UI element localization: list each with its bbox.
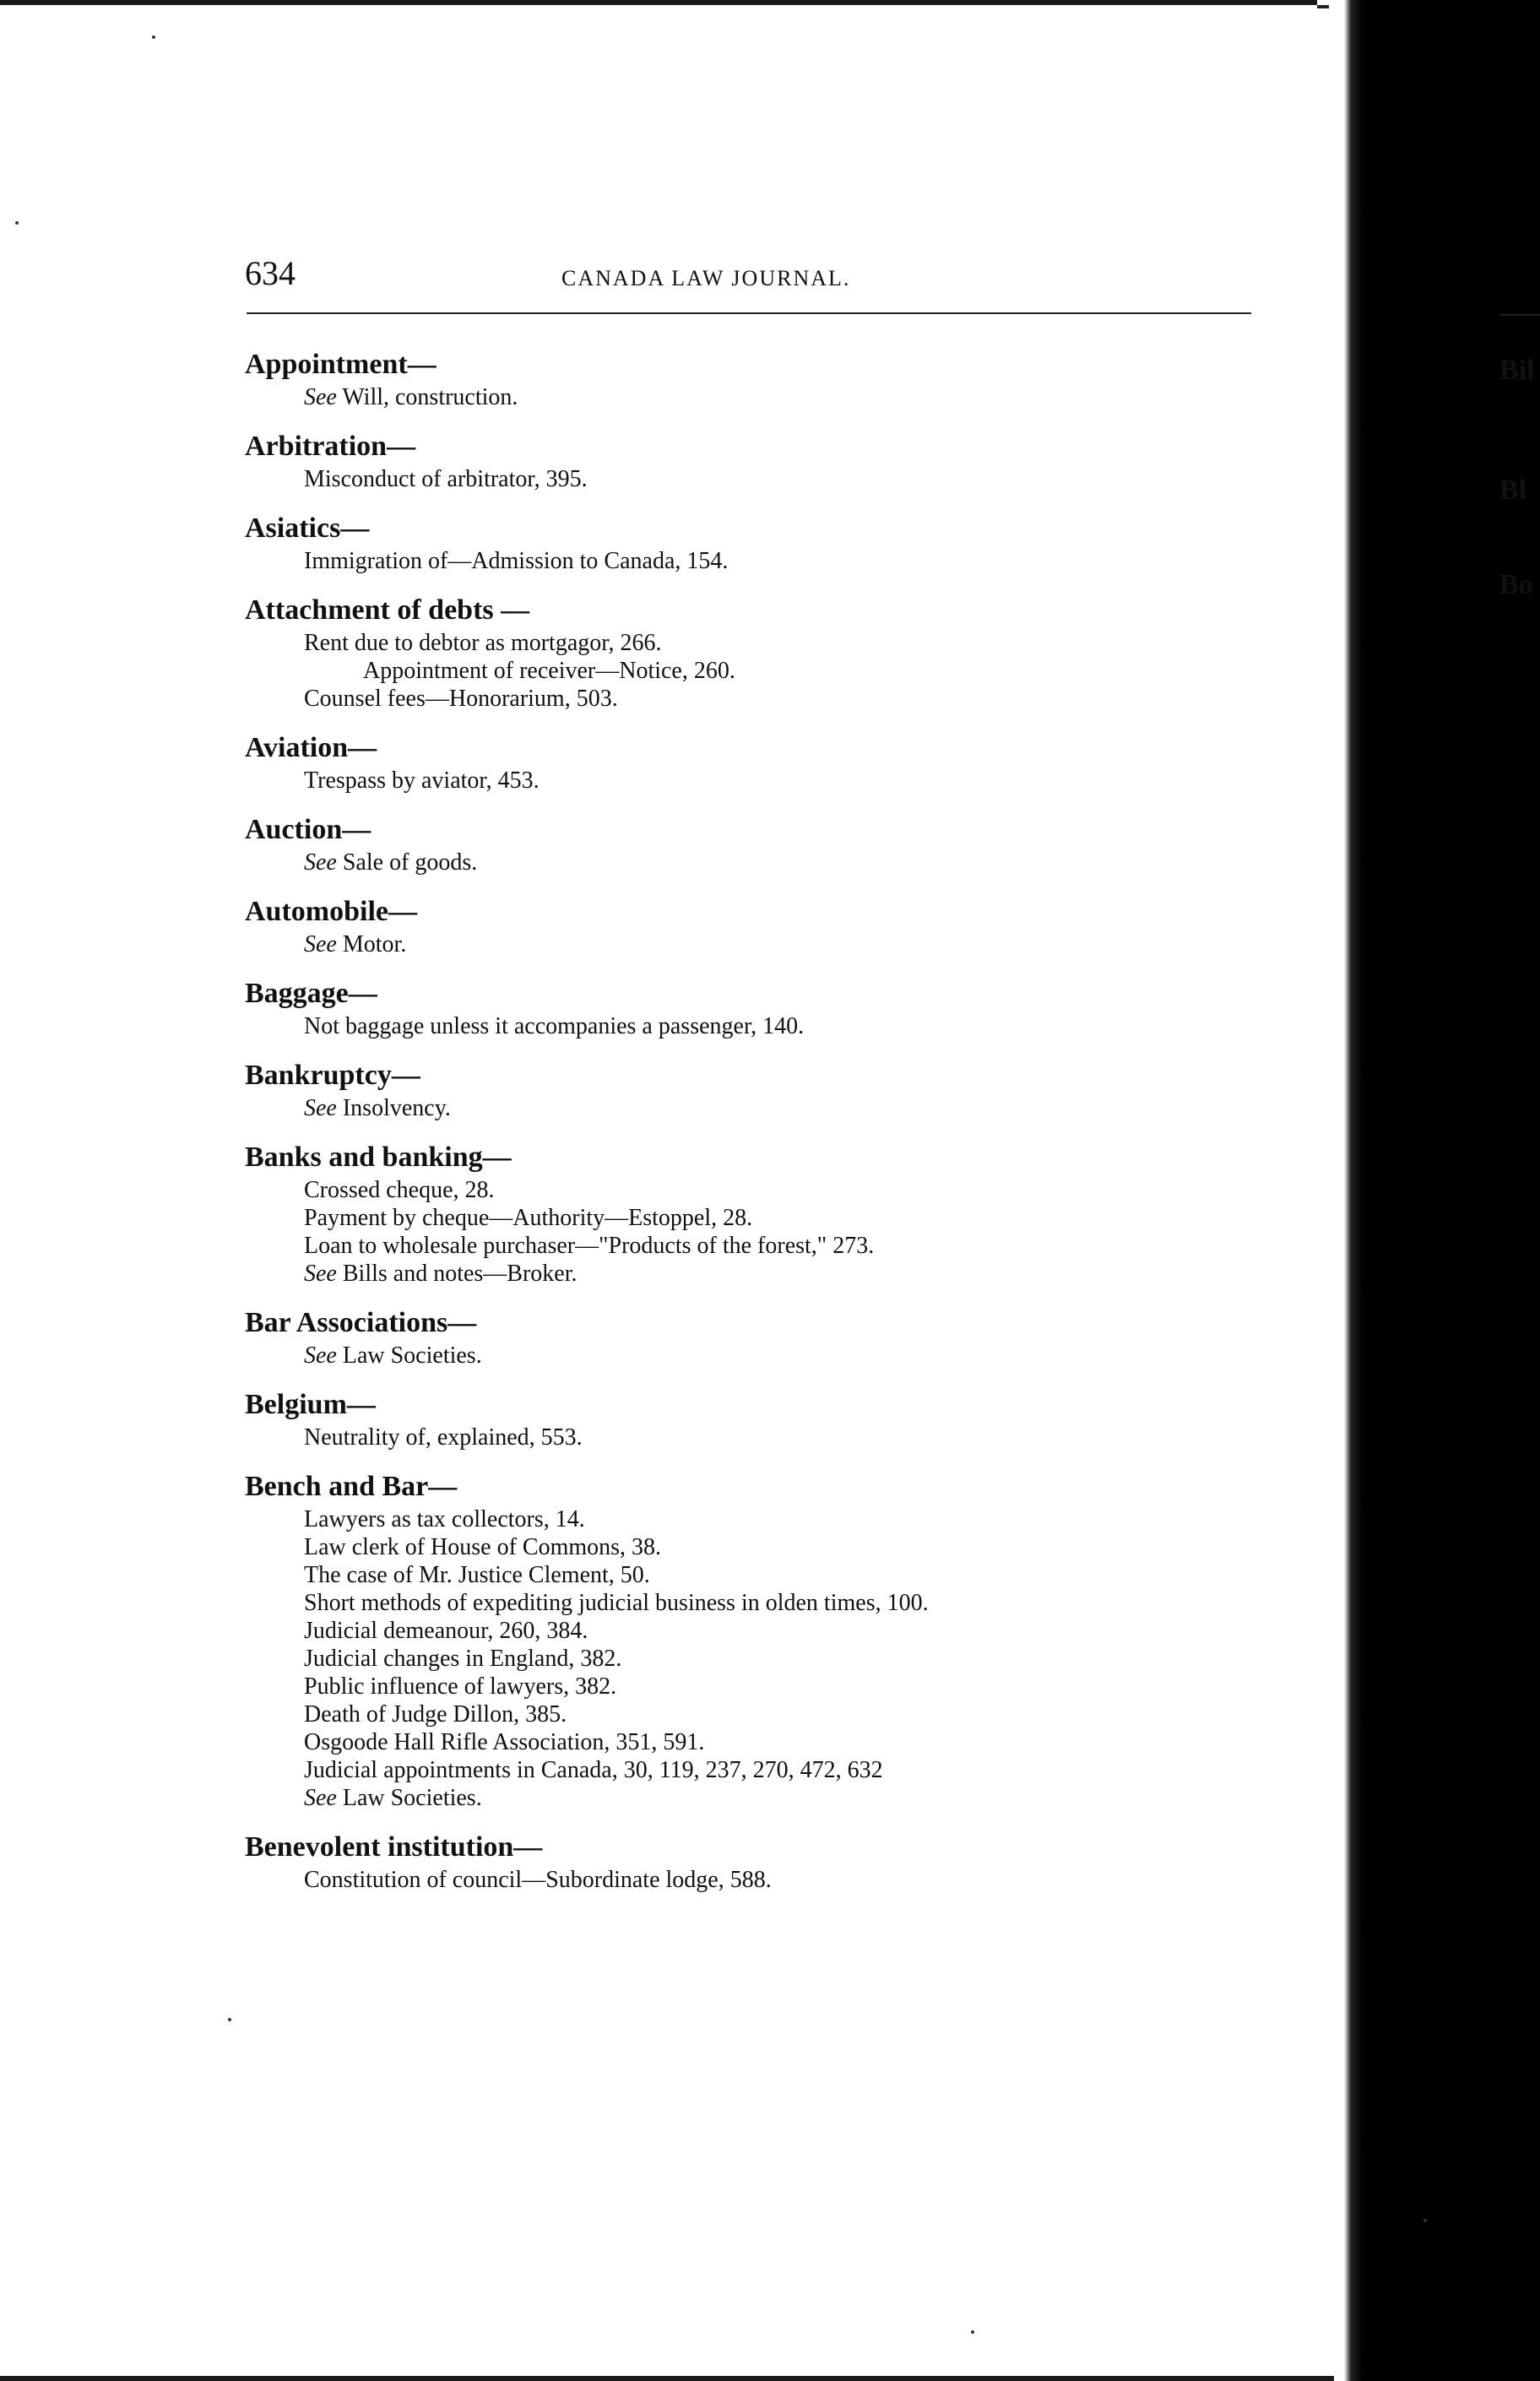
entry-line-text: Bills and notes—Broker. (336, 1261, 578, 1287)
entry-line (245, 465, 1258, 493)
entry-line (245, 1012, 1258, 1040)
entry-line-text: Loan to wholesale purchaser—"Products of the forest," 273. (304, 1233, 875, 1259)
entry-line (245, 1533, 1258, 1561)
entry-line (245, 629, 1258, 657)
entry-line (245, 1424, 1258, 1451)
entry-line (245, 767, 1258, 795)
entry-heading: Auction— (245, 814, 371, 845)
entry-line (245, 657, 1258, 685)
scan-bottom-edge (0, 2376, 1334, 2381)
entry-heading: Belgium— (245, 1389, 376, 1420)
entry-line-text: Death of Judge Dillon, 385. (304, 1701, 567, 1727)
index-entry (245, 592, 1258, 713)
entry-line-text: Appointment of receiver—Notice, 260. (363, 658, 735, 684)
adjacent-page-fragment: Bil (1499, 355, 1535, 386)
entry-line (245, 1204, 1258, 1232)
entry-line-text: Osgoode Hall Rifle Association, 351, 591. (304, 1729, 705, 1755)
entry-line-text: Trespass by aviator, 453. (304, 767, 540, 794)
scan-speck (15, 221, 19, 225)
see-reference-label: See (304, 931, 337, 957)
entry-line-text: Law clerk of House of Commons, 38. (304, 1534, 662, 1560)
entry-line-text: Will, construction. (336, 384, 518, 410)
entry-line (245, 1756, 1258, 1784)
entry-line (245, 1866, 1258, 1894)
entry-line-text: Payment by cheque—Authority—Estoppel, 28. (304, 1205, 753, 1231)
entry-heading: Aviation— (245, 732, 377, 763)
entry-heading: Attachment of debts — (245, 594, 530, 626)
index-entry (245, 1386, 1258, 1451)
entry-line-text: Short methods of expediting judicial business in olden times, 100. (304, 1590, 929, 1616)
index-entry (245, 975, 1258, 1040)
entry-line (245, 1700, 1258, 1728)
index-entry (245, 1139, 1258, 1288)
see-reference-label: See (304, 849, 337, 876)
entry-line (245, 1505, 1258, 1533)
entry-line-text: Lawyers as tax collectors, 14. (304, 1506, 585, 1532)
index-entry (245, 729, 1258, 795)
entry-line (245, 849, 1258, 876)
entry-line-text: Rent due to debtor as mortgagor, 266. (304, 630, 662, 656)
scan-speck (1423, 2219, 1427, 2222)
index-entry (245, 1304, 1258, 1369)
scan-speck (152, 35, 155, 39)
index-entry (245, 893, 1258, 958)
entry-heading: Asiatics— (245, 513, 370, 544)
entry-line-text: Sale of goods. (336, 849, 478, 876)
entry-heading: Automobile— (245, 896, 417, 927)
entry-line-text: Law Societies. (336, 1785, 482, 1811)
entry-line (245, 1176, 1258, 1204)
entry-line (245, 1561, 1258, 1589)
adjacent-page-fragment: Bl (1499, 475, 1527, 506)
entry-line-text: Public influence of lawyers, 382. (304, 1673, 617, 1700)
entry-line-text: Judicial changes in England, 382. (304, 1646, 622, 1672)
entry-line-text: Insolvency. (336, 1095, 451, 1121)
entry-line (245, 1260, 1258, 1288)
entry-line-text: Judicial demeanour, 260, 384. (304, 1618, 588, 1644)
entry-line-text: The case of Mr. Justice Clement, 50. (304, 1562, 650, 1588)
entry-heading: Appointment— (245, 349, 437, 380)
index-entries (245, 346, 1258, 1911)
see-reference-label: See (304, 1342, 337, 1369)
entry-line (245, 1342, 1258, 1369)
entry-line (245, 1232, 1258, 1260)
entry-line (245, 1645, 1258, 1673)
index-entry (245, 1468, 1258, 1812)
index-entry (245, 1829, 1258, 1894)
entry-line (245, 1728, 1258, 1756)
entry-line (245, 1617, 1258, 1645)
entry-heading: Banks and banking— (245, 1142, 512, 1173)
scan-speck (971, 2330, 974, 2334)
entry-line-text: Crossed cheque, 28. (304, 1177, 495, 1203)
adjacent-page-fragment: Bo (1499, 569, 1533, 600)
scan-speck (228, 2018, 231, 2021)
entry-line-text: Constitution of council—Subordinate lodge, 588. (304, 1867, 772, 1893)
entry-heading: Benevolent institution— (245, 1831, 543, 1863)
entry-line-text: Misconduct of arbitrator, 395. (304, 466, 588, 492)
entry-line-text: Judicial appointments in Canada, 30, 119, 237, 270, 472, 632 (304, 1757, 883, 1783)
entry-line-text: Immigration of—Admission to Canada, 154. (304, 548, 729, 574)
entry-line (245, 547, 1258, 575)
entry-line-text: Neutrality of, explained, 553. (304, 1424, 583, 1451)
entry-line-text: Law Societies. (336, 1342, 482, 1369)
entry-line (245, 930, 1258, 958)
index-entry (245, 811, 1258, 876)
entry-line-text: Not baggage unless it accompanies a passenger, 140. (304, 1013, 805, 1039)
journal-title: CANADA LAW JOURNAL. (561, 266, 851, 290)
entry-heading: Arbitration— (245, 431, 416, 462)
see-reference-label: See (304, 1095, 337, 1121)
entry-heading: Bankruptcy— (245, 1060, 420, 1091)
entry-line (245, 1094, 1258, 1122)
see-reference-label: See (304, 384, 337, 410)
see-reference-label: See (304, 1261, 337, 1287)
entry-heading: Bar Associations— (245, 1307, 477, 1338)
index-entry (245, 428, 1258, 493)
entry-line-text: Motor. (336, 931, 407, 957)
entry-line (245, 685, 1258, 713)
adjacent-page-rule (1499, 314, 1540, 316)
page-number: 634 (245, 254, 296, 292)
header-rule (247, 312, 1251, 314)
scan-top-edge (0, 0, 1317, 5)
entry-heading: Bench and Bar— (245, 1471, 458, 1502)
entry-line (245, 1673, 1258, 1700)
index-entry (245, 346, 1258, 411)
entry-heading: Baggage— (245, 978, 377, 1009)
entry-line (245, 383, 1258, 411)
index-entry (245, 510, 1258, 575)
entry-line (245, 1784, 1258, 1812)
entry-line (245, 1589, 1258, 1617)
see-reference-label: See (304, 1785, 337, 1811)
entry-line-text: Counsel fees—Honorarium, 503. (304, 686, 618, 712)
index-entry (245, 1057, 1258, 1122)
